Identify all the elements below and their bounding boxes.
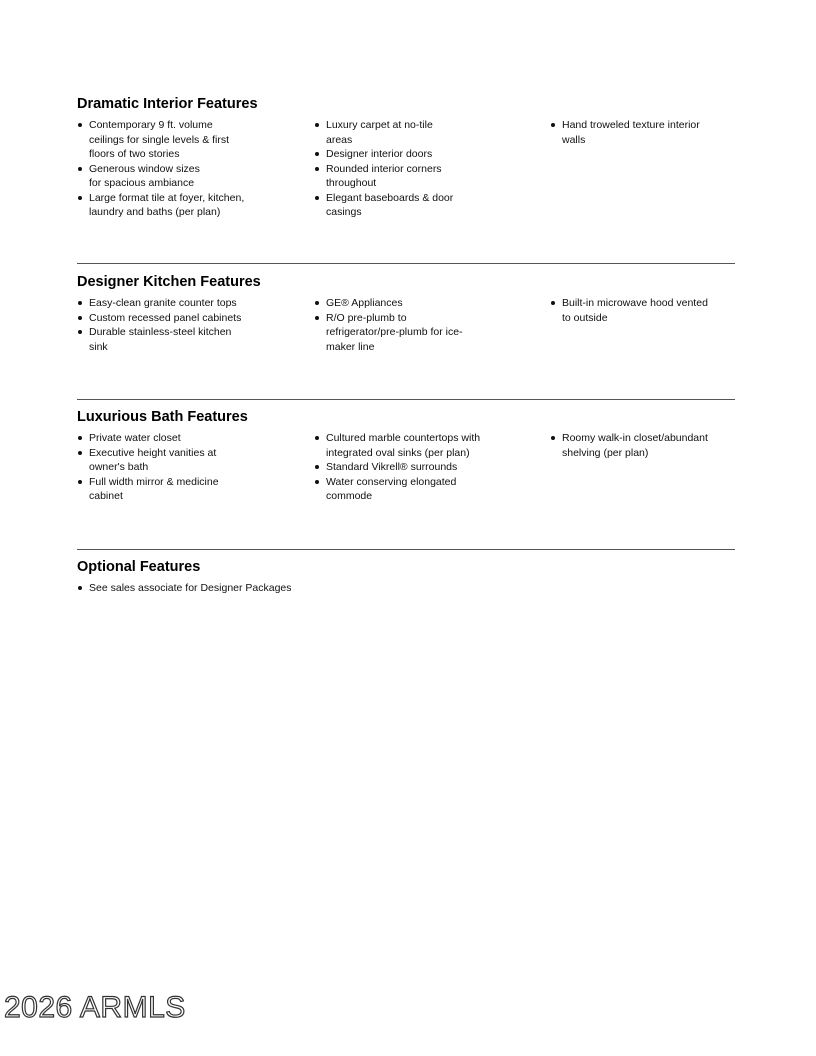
list-item: Standard Vikrell® surrounds bbox=[314, 460, 489, 475]
list-item: Easy-clean granite counter tops bbox=[77, 296, 247, 311]
feature-list bbox=[314, 118, 459, 220]
feature-columns bbox=[77, 431, 735, 531]
feature-list bbox=[314, 431, 489, 504]
feature-list bbox=[314, 296, 469, 354]
list-item: Rounded interior corners throughout bbox=[314, 162, 459, 191]
section-divider bbox=[77, 263, 735, 264]
feature-columns bbox=[77, 296, 735, 396]
list-item: Roomy walk-in closet/abundant shelving (per plan) bbox=[550, 431, 715, 460]
feature-list bbox=[77, 431, 227, 504]
feature-columns bbox=[77, 118, 735, 218]
list-item: R/O pre-plumb to refrigerator/pre-plumb for ice-maker line bbox=[314, 311, 469, 355]
feature-list bbox=[550, 118, 710, 147]
section-interior bbox=[77, 95, 735, 218]
feature-list bbox=[550, 431, 715, 460]
section-optional bbox=[77, 558, 735, 611]
list-item: Generous window sizes for spacious ambiance bbox=[77, 162, 214, 191]
list-item: Executive height vanities at owner's bath bbox=[77, 446, 227, 475]
list-item: Full width mirror & medicine cabinet bbox=[77, 475, 227, 504]
list-item: Luxury carpet at no-tile areas bbox=[314, 118, 459, 147]
list-item: Custom recessed panel cabinets bbox=[77, 311, 247, 326]
section-title-optional: Optional Features bbox=[77, 559, 201, 575]
section-kitchen bbox=[77, 273, 735, 396]
watermark: 2026 ARMLS bbox=[4, 991, 186, 1024]
feature-list bbox=[550, 296, 715, 325]
list-item: Contemporary 9 ft. volume ceilings for single levels & first floors of two stories bbox=[77, 118, 247, 162]
section-divider bbox=[77, 399, 735, 400]
feature-list bbox=[77, 581, 337, 596]
section-title-interior: Dramatic Interior Features bbox=[77, 96, 258, 112]
section-title-bath: Luxurious Bath Features bbox=[77, 409, 248, 425]
feature-list bbox=[77, 296, 247, 354]
list-item: See sales associate for Designer Packages bbox=[77, 581, 337, 596]
list-item: Durable stainless-steel kitchen sink bbox=[77, 325, 239, 354]
feature-columns bbox=[77, 581, 735, 611]
list-item: Designer interior doors bbox=[314, 147, 459, 162]
section-divider bbox=[77, 549, 735, 550]
list-item: Elegant baseboards & door casings bbox=[314, 191, 459, 220]
list-item: Built-in microwave hood vented to outside bbox=[550, 296, 715, 325]
list-item: Cultured marble countertops with integrated oval sinks (per plan) bbox=[314, 431, 489, 460]
list-item: Hand troweled texture interior walls bbox=[550, 118, 710, 147]
feature-list bbox=[77, 118, 247, 220]
list-item: Large format tile at foyer, kitchen, laundry and baths (per plan) bbox=[77, 191, 247, 220]
list-item: GE® Appliances bbox=[314, 296, 469, 311]
list-item: Water conserving elongated commode bbox=[314, 475, 466, 504]
section-title-kitchen: Designer Kitchen Features bbox=[77, 274, 261, 290]
section-bath bbox=[77, 408, 735, 531]
list-item: Private water closet bbox=[77, 431, 227, 446]
